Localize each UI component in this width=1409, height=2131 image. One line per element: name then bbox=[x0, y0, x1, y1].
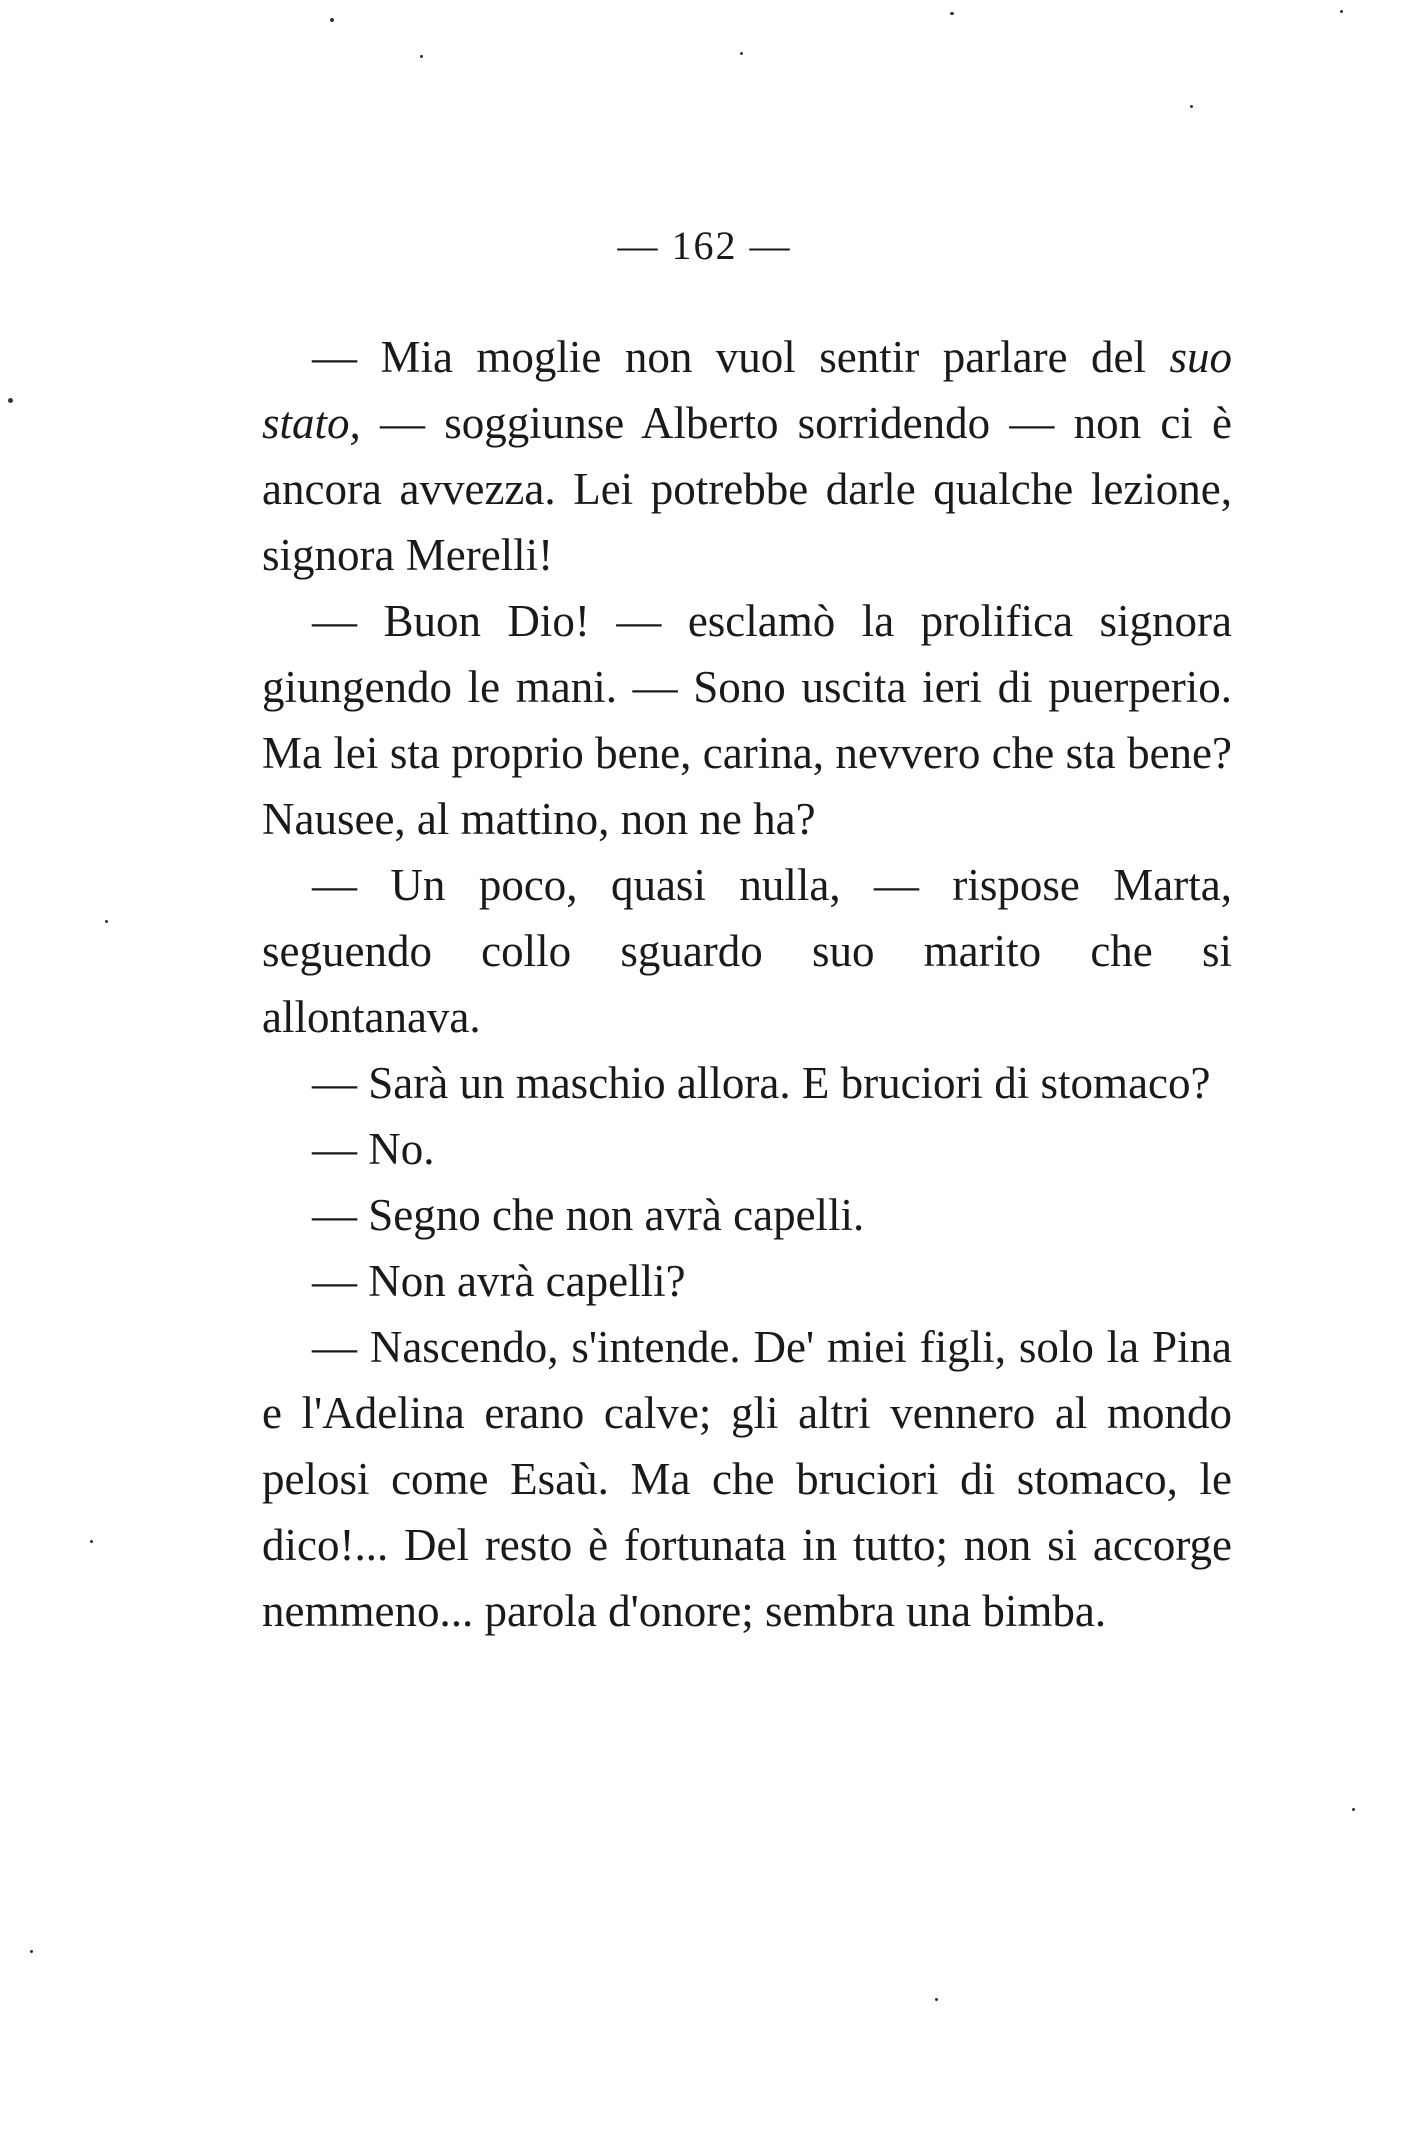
scan-speck bbox=[1352, 1808, 1355, 1811]
paragraph: — Sarà un maschio allora. E bruciori di stomaco? bbox=[312, 1058, 1211, 1108]
page-number: — 162 — bbox=[617, 223, 792, 268]
scan-speck bbox=[90, 1540, 93, 1543]
paragraph-tail: — soggiunse Alberto sorridendo — non ci è ancora avvezza. Lei potrebbe darle qualche lezione, signora Merelli! bbox=[262, 398, 1232, 580]
scan-speck bbox=[1190, 105, 1193, 108]
paragraph: — Non avrà capelli? bbox=[312, 1256, 686, 1306]
scan-speck bbox=[420, 55, 423, 58]
scan-speck bbox=[950, 12, 954, 15]
body-text bbox=[262, 324, 1232, 1644]
paragraph: — Nascendo, s'intende. De' miei figli, solo la Pina e l'Adelina erano calve; gli altri vennero al mondo pelosi come Esaù. Ma che bruciori di stomaco, le dico!... Del resto è fortunata in tutto; non si accorge nemmeno... parola d'onore; sembra una bimba. bbox=[262, 1322, 1232, 1636]
paragraph bbox=[262, 324, 1232, 588]
scan-speck bbox=[740, 52, 743, 55]
scan-speck bbox=[330, 18, 334, 22]
scan-speck bbox=[935, 1998, 938, 2001]
paragraph: — No. bbox=[312, 1124, 435, 1174]
paragraph: — Un poco, quasi nulla, — rispose Marta, seguendo collo sguardo suo marito che si allontanava. bbox=[262, 860, 1232, 1042]
scan-speck bbox=[30, 1950, 33, 1953]
scan-speck bbox=[8, 398, 13, 403]
paragraph: — Buon Dio! — esclamò la prolifica signora giungendo le mani. — Sono uscita ieri di puerperio. Ma lei sta proprio bene, carina, nevvero che sta bene? Nausee, al mattino, non ne ha? bbox=[262, 596, 1232, 844]
scan-speck bbox=[105, 920, 108, 923]
scan-speck bbox=[1340, 10, 1343, 13]
paragraph-lead: — Mia moglie non vuol sentir parlare del bbox=[312, 332, 1170, 382]
paragraph: — Segno che non avrà capelli. bbox=[312, 1190, 865, 1240]
paragraph-italic-phrase: suo stato, bbox=[262, 332, 1232, 448]
